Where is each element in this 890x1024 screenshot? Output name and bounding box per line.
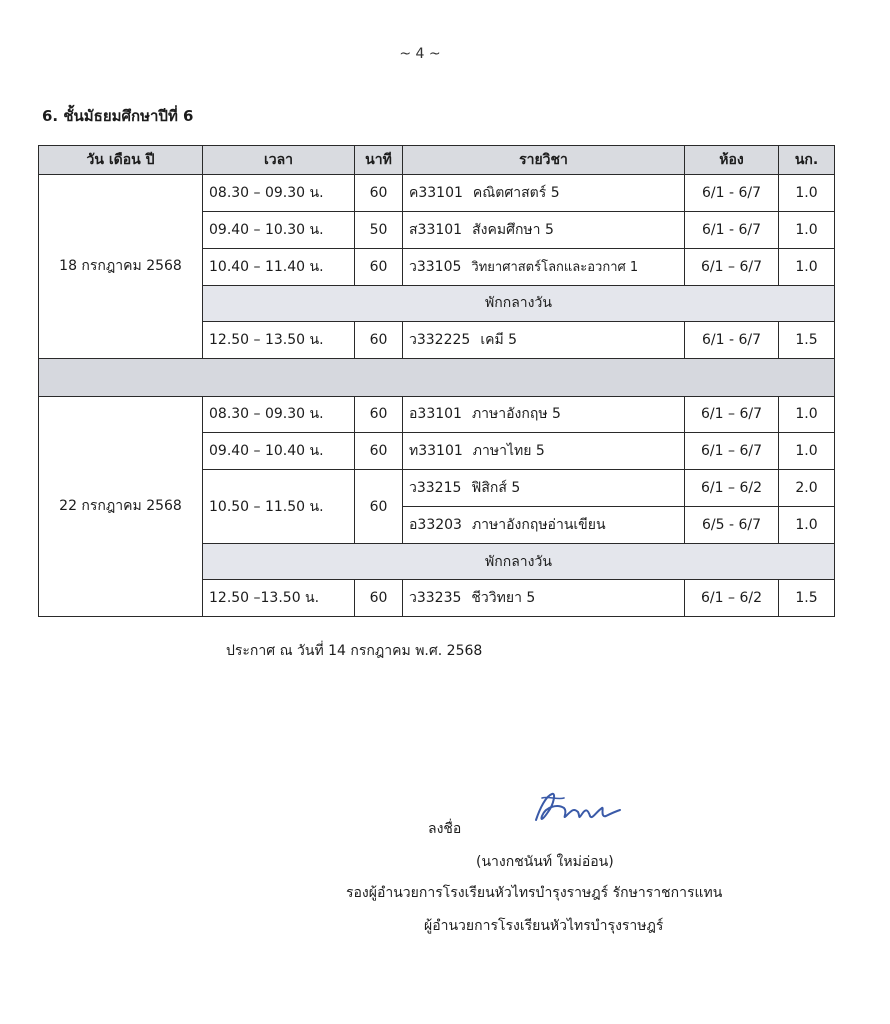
subject-cell [403, 396, 685, 433]
sign-label: ลงชื่อ [428, 821, 462, 837]
subject-code: ท33101 [409, 443, 463, 460]
exam-date-cell: 18 กรกฎาคม 2568 [39, 175, 203, 359]
subject-cell [403, 433, 685, 470]
signer-name: (นางกชนันท์ ใหม่อ่อน) [476, 854, 614, 870]
subject-name: วิทยาศาสตร์โลกและอวกาศ 1 [471, 259, 639, 275]
column-header-room: ห้อง [685, 146, 779, 175]
subject-code: ค33101 [409, 184, 463, 201]
subject-cell [403, 580, 685, 617]
minutes-cell: 60 [355, 396, 403, 433]
room-cell: 6/1 - 6/7 [685, 175, 779, 212]
credits-cell: 1.0 [779, 396, 835, 433]
column-header-credits: นก. [779, 146, 835, 175]
subject-name: คณิตศาสตร์ 5 [472, 184, 560, 201]
subject-cell [403, 248, 685, 285]
page-number: ~ 4 ~ [399, 46, 441, 62]
minutes-cell: 60 [355, 433, 403, 470]
time-cell: 08.30 – 09.30 น. [203, 175, 355, 212]
subject-name: ภาษาอังกฤษ 5 [471, 406, 561, 423]
signer-role-line-2: ผู้อำนวยการโรงเรียนหัวไทรบำรุงราษฎร์ [424, 918, 664, 934]
table-row [39, 396, 835, 433]
credits-cell: 1.5 [779, 321, 835, 358]
subject-name: ชีววิทยา 5 [471, 590, 536, 607]
time-cell: 12.50 –13.50 น. [203, 580, 355, 617]
exam-date-cell: 22 กรกฎาคม 2568 [39, 396, 203, 616]
room-cell: 6/1 – 6/7 [685, 248, 779, 285]
subject-name: เคมี 5 [480, 331, 518, 348]
time-cell: 09.40 – 10.30 น. [203, 211, 355, 248]
lunch-break-label: พักกลางวัน [203, 544, 835, 580]
time-cell: 10.50 – 11.50 น. [203, 470, 355, 544]
time-cell: 08.30 – 09.30 น. [203, 396, 355, 433]
time-cell: 09.40 – 10.40 น. [203, 433, 355, 470]
credits-cell: 2.0 [779, 470, 835, 507]
subject-code: ว33235 [409, 590, 462, 607]
minutes-cell: 60 [355, 175, 403, 212]
minutes-cell: 50 [355, 211, 403, 248]
credits-cell: 1.0 [779, 211, 835, 248]
room-cell: 6/1 - 6/7 [685, 211, 779, 248]
subject-code: อ33101 [409, 406, 462, 423]
minutes-cell: 60 [355, 321, 403, 358]
subject-name: ภาษาไทย 5 [472, 443, 545, 460]
column-header-minutes: นาที [355, 146, 403, 175]
signer-role-line-1: รองผู้อำนวยการโรงเรียนหัวไทรบำรุงราษฎร์ รักษาราชการแทน [346, 885, 723, 901]
table-header-row [39, 146, 835, 175]
room-cell: 6/5 - 6/7 [685, 507, 779, 544]
minutes-cell: 60 [355, 248, 403, 285]
handwritten-signature-icon [518, 786, 628, 840]
minutes-cell: 60 [355, 580, 403, 617]
room-cell: 6/1 – 6/2 [685, 470, 779, 507]
subject-code: ว332225 [409, 331, 471, 348]
subject-code: ว33105 [409, 258, 462, 275]
subject-code: อ33203 [409, 517, 462, 534]
credits-cell: 1.0 [779, 175, 835, 212]
exam-schedule-table [38, 145, 835, 617]
lunch-break-label: พักกลางวัน [203, 285, 835, 321]
room-cell: 6/1 – 6/2 [685, 580, 779, 617]
column-header-date: วัน เดือน ปี [39, 146, 203, 175]
day-separator-row [39, 358, 835, 396]
subject-cell [403, 321, 685, 358]
time-cell: 12.50 – 13.50 น. [203, 321, 355, 358]
subject-name: ฟิสิกส์ 5 [471, 480, 521, 497]
column-header-time: เวลา [203, 146, 355, 175]
subject-code: ว33215 [409, 480, 462, 497]
room-cell: 6/1 – 6/7 [685, 433, 779, 470]
subject-name: สังคมศึกษา 5 [472, 221, 554, 238]
table-row [39, 175, 835, 212]
credits-cell: 1.5 [779, 580, 835, 617]
subject-cell [403, 507, 685, 544]
subject-cell [403, 175, 685, 212]
room-cell: 6/1 - 6/7 [685, 321, 779, 358]
credits-cell: 1.0 [779, 507, 835, 544]
room-cell: 6/1 – 6/7 [685, 396, 779, 433]
subject-name: ภาษาอังกฤษอ่านเขียน [471, 517, 606, 534]
section-title: 6. ชั้นมัธยมศึกษาปีที่ 6 [42, 107, 194, 125]
subject-code: ส33101 [409, 221, 463, 238]
subject-cell [403, 470, 685, 507]
column-header-subject: รายวิชา [403, 146, 685, 175]
subject-cell [403, 211, 685, 248]
minutes-cell: 60 [355, 470, 403, 544]
credits-cell: 1.0 [779, 248, 835, 285]
day-separator [39, 358, 835, 396]
credits-cell: 1.0 [779, 433, 835, 470]
time-cell: 10.40 – 11.40 น. [203, 248, 355, 285]
announcement-date: ประกาศ ณ วันที่ 14 กรกฎาคม พ.ศ. 2568 [226, 643, 483, 659]
